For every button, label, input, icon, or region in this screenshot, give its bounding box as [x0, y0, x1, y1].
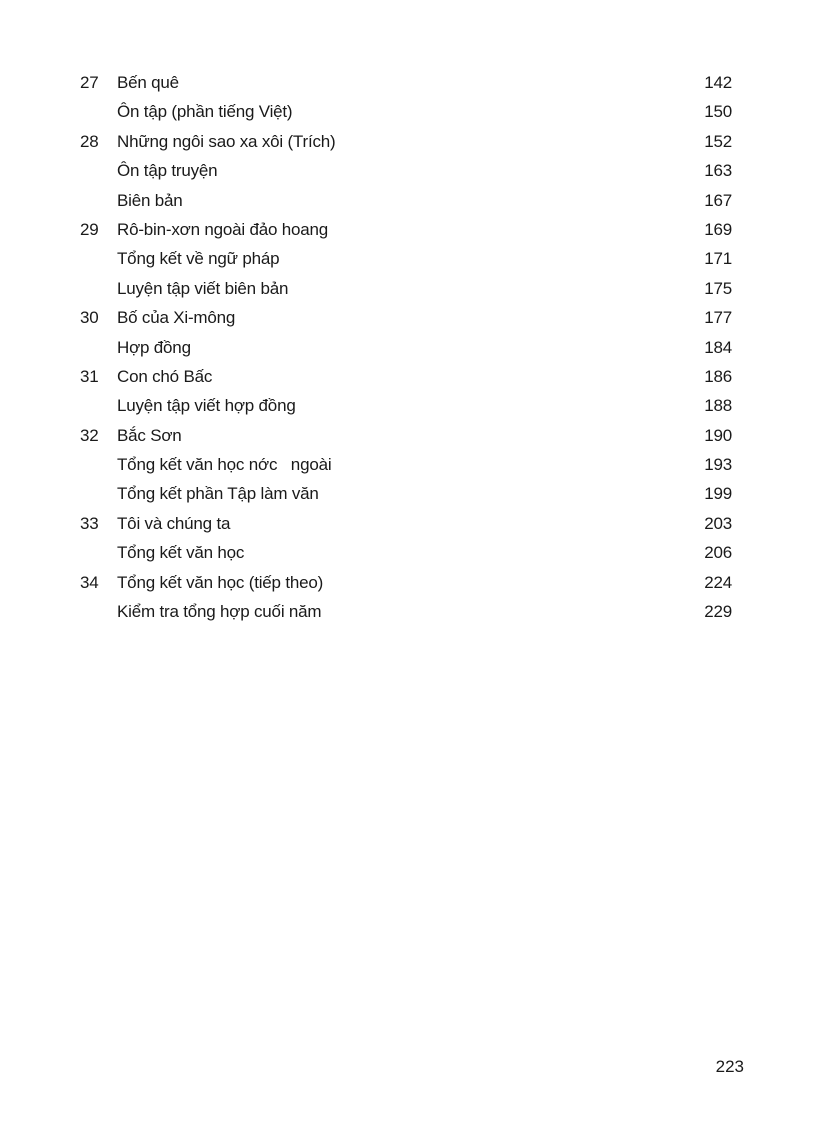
- toc-title: Tôi và chúng ta: [117, 513, 231, 533]
- toc-title: Hợp đồng: [117, 337, 191, 357]
- toc-page: 150: [704, 102, 732, 122]
- toc-page: 177: [704, 308, 732, 328]
- toc-row: [80, 367, 732, 396]
- toc-row: [80, 455, 732, 484]
- table-of-contents: [80, 73, 732, 631]
- toc-page: 188: [704, 396, 732, 416]
- toc-lesson-number: 31: [80, 366, 99, 386]
- toc-title: Luyện tập viết hợp đồng: [117, 396, 296, 416]
- toc-row: [80, 191, 732, 220]
- toc-title: Tổng kết về ngữ pháp: [117, 249, 280, 269]
- toc-page: 224: [704, 572, 732, 592]
- toc-row: [80, 573, 732, 602]
- toc-page: 206: [704, 543, 732, 563]
- toc-page: 229: [704, 602, 732, 622]
- toc-page: 186: [704, 366, 732, 386]
- toc-page: 199: [704, 484, 732, 504]
- toc-title: Bắc Sơn: [117, 425, 182, 445]
- toc-title: Rô-bin-xơn ngoài đảo hoang: [117, 219, 329, 239]
- toc-row: [80, 514, 732, 543]
- toc-page: 169: [704, 219, 732, 239]
- toc-lesson-number: 28: [80, 131, 99, 151]
- toc-page: 203: [704, 513, 732, 533]
- toc-row: [80, 220, 732, 249]
- toc-row: [80, 426, 732, 455]
- toc-title: Ôn tập truyện: [117, 161, 218, 181]
- toc-title: Luyện tập viết biên bản: [117, 278, 289, 298]
- toc-title: Ôn tập (phần tiếng Việt): [117, 102, 293, 122]
- toc-page: 171: [704, 249, 732, 269]
- toc-lesson-number: 34: [80, 572, 99, 592]
- toc-page: 190: [704, 425, 732, 445]
- toc-page: 193: [704, 455, 732, 475]
- toc-page: 167: [704, 190, 732, 210]
- toc-lesson-number: 27: [80, 73, 99, 92]
- toc-row: [80, 602, 732, 631]
- toc-row: [80, 396, 732, 425]
- toc-row: [80, 132, 732, 161]
- toc-title: Tổng kết văn học (tiếp theo): [117, 572, 324, 592]
- toc-page: 152: [704, 131, 732, 151]
- toc-row: [80, 249, 732, 278]
- toc-row: [80, 279, 732, 308]
- toc-title: Tổng kết văn học: [117, 543, 245, 563]
- toc-page: 163: [704, 161, 732, 181]
- toc-title: Những ngôi sao xa xôi (Trích): [117, 131, 336, 151]
- toc-lesson-number: 30: [80, 308, 99, 328]
- toc-row: [80, 484, 732, 513]
- toc-title: Biên bản: [117, 190, 183, 210]
- toc-row: [80, 308, 732, 337]
- toc-title: Tổng kết phần Tập làm văn: [117, 484, 319, 504]
- toc-row: [80, 338, 732, 367]
- toc-lesson-number: 33: [80, 513, 99, 533]
- toc-page: 184: [704, 337, 732, 357]
- toc-title: Tổng kết văn học nớc ngoài: [117, 455, 332, 475]
- toc-lesson-number: 29: [80, 219, 99, 239]
- toc-title: Bố của Xi-mông: [117, 308, 236, 328]
- toc-title: Bến quê: [117, 73, 179, 92]
- page-number: 223: [715, 1057, 744, 1076]
- toc-row: [80, 543, 732, 572]
- toc-page: 142: [704, 73, 732, 92]
- toc-title: Con chó Bấc: [117, 366, 213, 386]
- toc-row: [80, 102, 732, 131]
- toc-row: [80, 161, 732, 190]
- toc-lesson-number: 32: [80, 425, 99, 445]
- toc-row: [80, 73, 732, 102]
- toc-page: 175: [704, 278, 732, 298]
- toc-title: Kiểm tra tổng hợp cuối năm: [117, 602, 322, 622]
